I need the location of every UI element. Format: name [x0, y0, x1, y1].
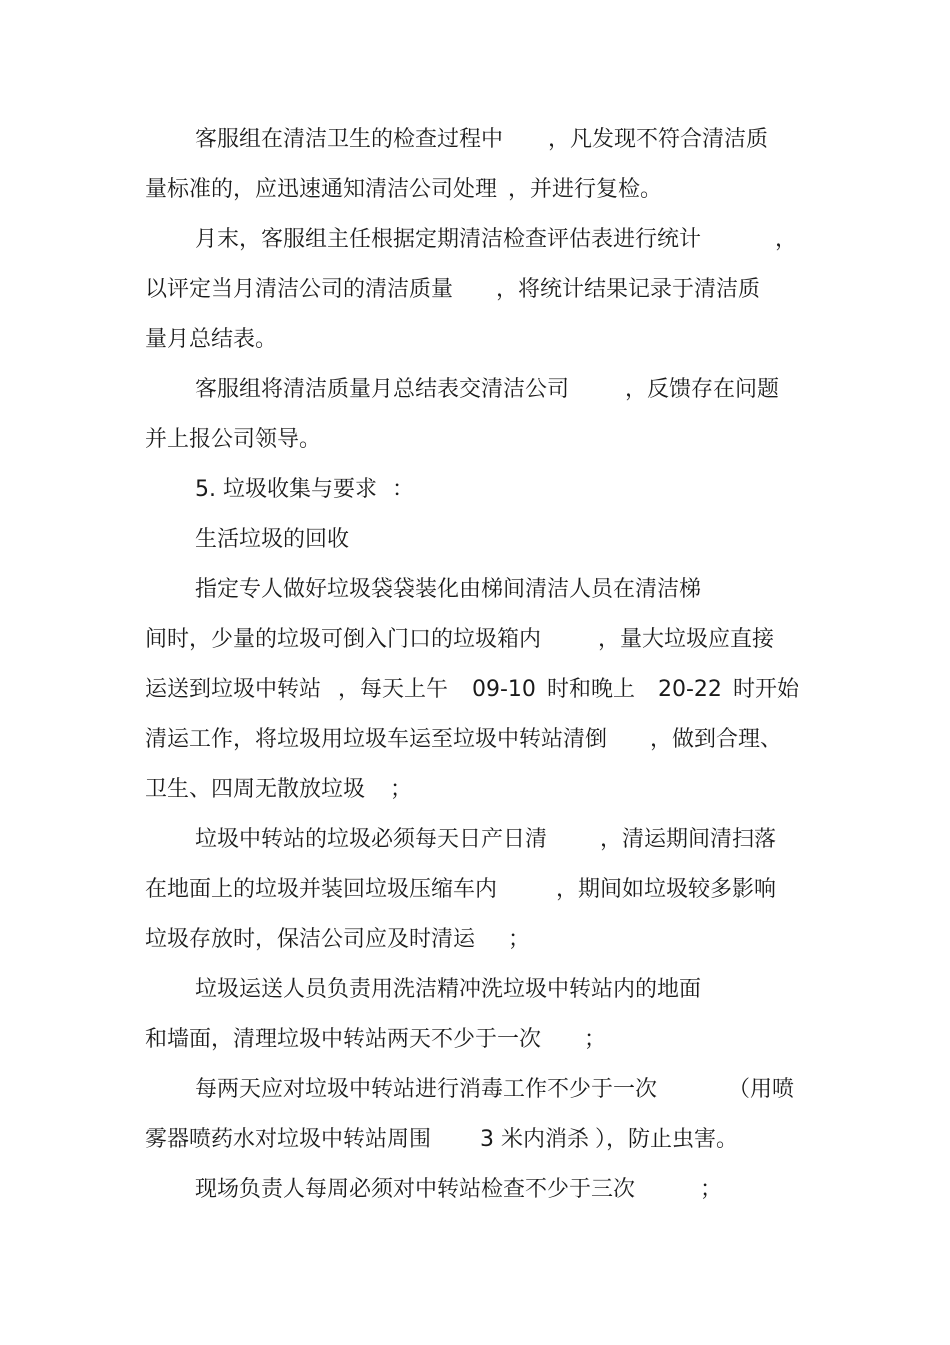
text-line: [0, 1065, 950, 1115]
text-segment: 每两天应对垃圾中转站进行消毒工作不少于一次: [195, 1077, 658, 1102]
text-segment: 垃圾存放时，保洁公司应及时清运: [145, 927, 476, 952]
text-segment: （用喷: [728, 1077, 795, 1102]
text-segment: 现场负责人每周必须对中转站检查不少于三次: [195, 1177, 636, 1202]
text-segment: 09-10: [472, 677, 536, 702]
text-segment: ，并进行复检。: [508, 177, 663, 202]
text-segment: 3 米内消杀: [480, 1127, 589, 1152]
text-segment: 运送到垃圾中转站: [145, 677, 322, 702]
text-segment: 指定专人做好垃圾袋袋装化由梯间清洁人员在清洁梯: [195, 577, 702, 602]
text-segment: ：: [392, 477, 415, 502]
text-segment: ；: [700, 1177, 723, 1202]
text-line: [0, 465, 950, 515]
text-line: [0, 515, 950, 565]
text-line: [0, 415, 950, 465]
text-segment: 以评定当月清洁公司的清洁质量: [145, 277, 454, 302]
text-line: [0, 615, 950, 665]
text-segment: 20-22: [658, 677, 722, 702]
text-segment: ），防止虫害。: [595, 1127, 739, 1152]
text-segment: ，将统计结果记录于清洁质: [496, 277, 761, 302]
text-line: [0, 965, 950, 1015]
text-segment: ，做到合理、: [650, 727, 783, 752]
text-line: [0, 1015, 950, 1065]
text-segment: ，每天上午: [338, 677, 449, 702]
text-segment: 间时，少量的垃圾可倒入门口的垃圾箱内: [145, 627, 542, 652]
text-segment: 客服组将清洁质量月总结表交清洁公司: [195, 377, 570, 402]
text-segment: 月末，客服组主任根据定期清洁检查评估表进行统计: [195, 227, 702, 252]
text-segment: ；: [584, 1027, 607, 1052]
text-segment: ；: [390, 777, 413, 802]
text-segment: ，清运期间清扫落: [600, 827, 777, 852]
text-segment: 时开始: [733, 677, 800, 702]
section-heading: 5. 垃圾收集与要求: [195, 477, 377, 502]
text-line: [0, 815, 950, 865]
text-segment: 时和晚上: [547, 677, 636, 702]
text-segment: 垃圾运送人员负责用洗洁精冲洗垃圾中转站内的地面: [195, 977, 702, 1002]
text-line: [0, 165, 950, 215]
text-line: [0, 915, 950, 965]
text-segment: ，期间如垃圾较多影响: [556, 877, 777, 902]
text-segment: 雾器喷药水对垃圾中转站周围: [145, 1127, 432, 1152]
text-line: [0, 865, 950, 915]
text-line: [0, 1165, 950, 1215]
text-line: [0, 665, 950, 715]
text-segment: 客服组在清洁卫生的检查过程中: [195, 127, 504, 152]
text-segment: 清运工作，将垃圾用垃圾车运至垃圾中转站清倒: [145, 727, 608, 752]
text-segment: ，量大垃圾应直接: [598, 627, 775, 652]
text-line: [0, 565, 950, 615]
text-line: [0, 765, 950, 815]
text-line: [0, 715, 950, 765]
text-segment: 量标准的，应迅速通知清洁公司处理: [145, 177, 498, 202]
text-segment: 并上报公司领导。: [145, 427, 322, 452]
text-line: [0, 115, 950, 165]
text-segment: ；: [508, 927, 531, 952]
text-segment: ，: [775, 227, 798, 252]
text-segment: 量月总结表。: [145, 327, 278, 352]
text-segment: ，反馈存在问题: [625, 377, 780, 402]
text-line: [0, 315, 950, 365]
text-segment: 卫生、四周无散放垃圾: [145, 777, 366, 802]
text-segment: 和墙面，清理垃圾中转站两天不少于一次: [145, 1027, 542, 1052]
text-segment: ，凡发现不符合清洁质: [548, 127, 769, 152]
text-segment: 垃圾中转站的垃圾必须每天日产日清: [195, 827, 548, 852]
text-line: [0, 365, 950, 415]
subsection-heading: 生活垃圾的回收: [195, 527, 350, 552]
text-line: [0, 265, 950, 315]
text-line: [0, 215, 950, 265]
text-line: [0, 1115, 950, 1165]
text-segment: 在地面上的垃圾并装回垃圾压缩车内: [145, 877, 498, 902]
